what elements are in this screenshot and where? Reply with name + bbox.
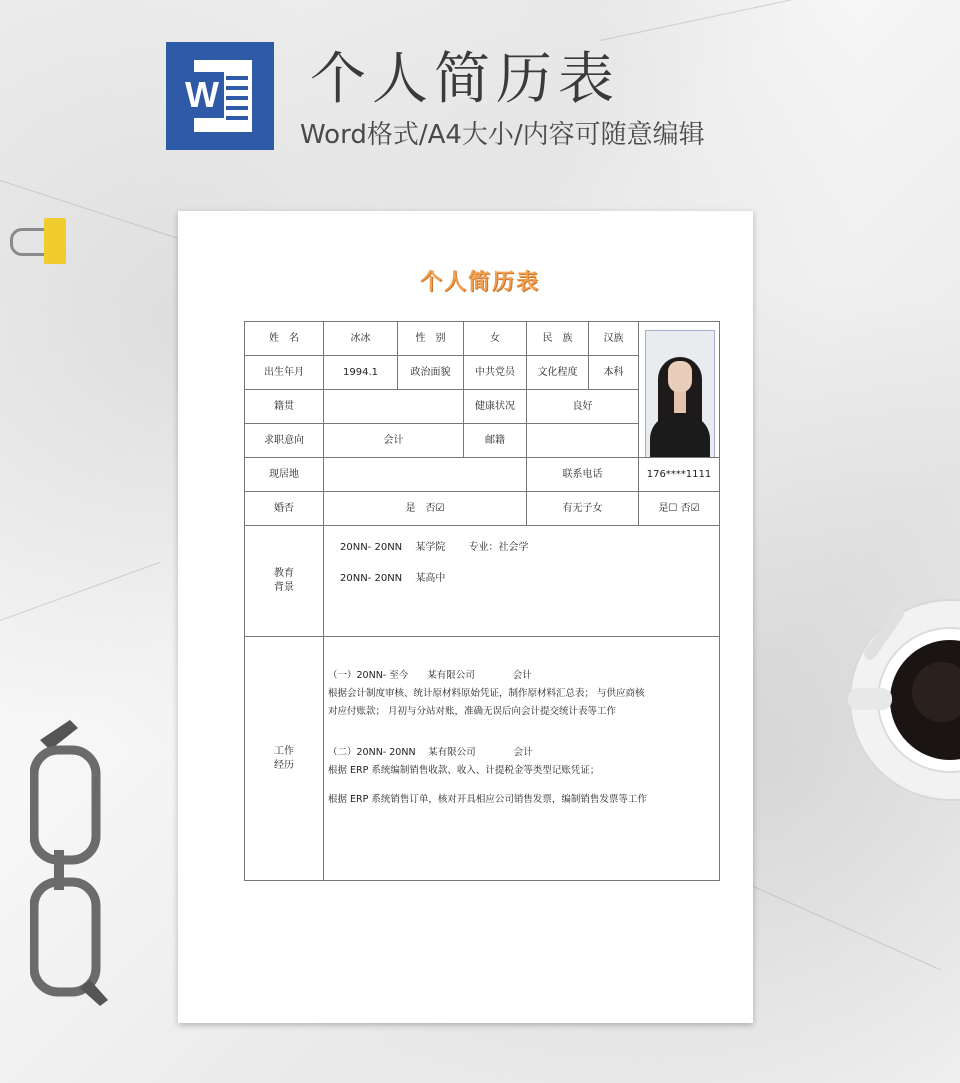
children-value[interactable]: 是☐ 否☑ — [639, 492, 720, 526]
ethnicity-value[interactable]: 汉族 — [589, 322, 639, 356]
word-line — [226, 96, 248, 100]
children-label: 有无子女 — [527, 492, 639, 526]
eyeglasses-icon — [30, 720, 120, 1010]
marble-vein — [740, 880, 941, 970]
phone-label: 联系电话 — [527, 458, 639, 492]
politics-label: 政治面貌 — [398, 356, 464, 390]
phone-value[interactable]: 176****1111 — [639, 458, 720, 492]
address-label: 现居地 — [245, 458, 324, 492]
photo-neck — [674, 391, 686, 413]
edu-label-line-1: 教育 — [274, 568, 294, 579]
postcode-value[interactable] — [527, 424, 639, 458]
name-label: 姓 名 — [245, 322, 324, 356]
binder-clip-icon — [44, 218, 66, 264]
gender-label: 性 别 — [398, 322, 464, 356]
birth-value[interactable]: 1994.1 — [324, 356, 398, 390]
birth-label: 出生年月 — [245, 356, 324, 390]
native-label: 籍贯 — [245, 390, 324, 424]
education-value[interactable]: 本科 — [589, 356, 639, 390]
edu-line: 20NN- 20NN 某高中 — [340, 573, 446, 584]
word-line — [226, 76, 248, 80]
postcode-label: 邮籍 — [464, 424, 527, 458]
word-logo-letter: W — [180, 72, 224, 118]
married-label: 婚否 — [245, 492, 324, 526]
photo-cell — [639, 322, 720, 458]
name-value[interactable]: 冰冰 — [324, 322, 398, 356]
work-label-line-1: 工作 — [274, 745, 294, 757]
work-line: （二）20NN- 20NN 某有限公司 会计 — [328, 747, 533, 758]
edu-line: 20NN- 20NN 某学院 专业：社会学 — [340, 542, 529, 553]
work-line: （一）20NN- 至今 某有限公司 会计 — [328, 670, 532, 681]
health-value[interactable]: 良好 — [527, 390, 639, 424]
ethnicity-label: 民 族 — [527, 322, 589, 356]
marble-vein — [600, 0, 952, 41]
work-line: 根据 ERP 系统编制销售收款、收入、计提税金等类型记账凭证； — [328, 765, 600, 776]
education-label: 文化程度 — [527, 356, 589, 390]
word-line — [226, 106, 248, 110]
profile-photo[interactable] — [645, 330, 715, 458]
page-subtitle: Word格式/A4大小/内容可随意编辑 — [300, 120, 705, 150]
photo-body — [650, 415, 710, 458]
work-line: 对应付账款； 月初与分站对账，准确无误后向会计提交统计表等工作 — [328, 706, 617, 717]
health-label: 健康状况 — [464, 390, 527, 424]
gender-value[interactable]: 女 — [464, 322, 527, 356]
word-logo-icon — [166, 42, 274, 150]
word-line — [226, 86, 248, 90]
work-line: 根据会计制度审核、统计原材料原始凭证，制作原材料汇总表； 与供应商核 — [328, 688, 645, 699]
native-value[interactable] — [324, 390, 464, 424]
education-background-label — [245, 526, 324, 637]
page-title: 个人简历表 — [310, 47, 620, 112]
resume-title: 个人简历表 — [419, 270, 540, 295]
edu-label-line-2: 背景 — [274, 582, 294, 593]
job-value[interactable]: 会计 — [324, 424, 464, 458]
address-value[interactable] — [324, 458, 527, 492]
job-label: 求职意向 — [245, 424, 324, 458]
marble-vein — [0, 562, 160, 621]
work-line: 根据 ERP 系统销售订单，核对开具相应公司销售发票，编制销售发票等工作 — [328, 794, 647, 805]
politics-value[interactable]: 中共党员 — [464, 356, 527, 390]
work-experience-label — [245, 637, 324, 881]
coffee-cup-icon — [846, 588, 960, 802]
photo-face — [668, 361, 692, 393]
work-label-line-2: 经历 — [274, 759, 294, 771]
married-value[interactable]: 是 否☑ — [324, 492, 527, 526]
word-line — [226, 116, 248, 120]
